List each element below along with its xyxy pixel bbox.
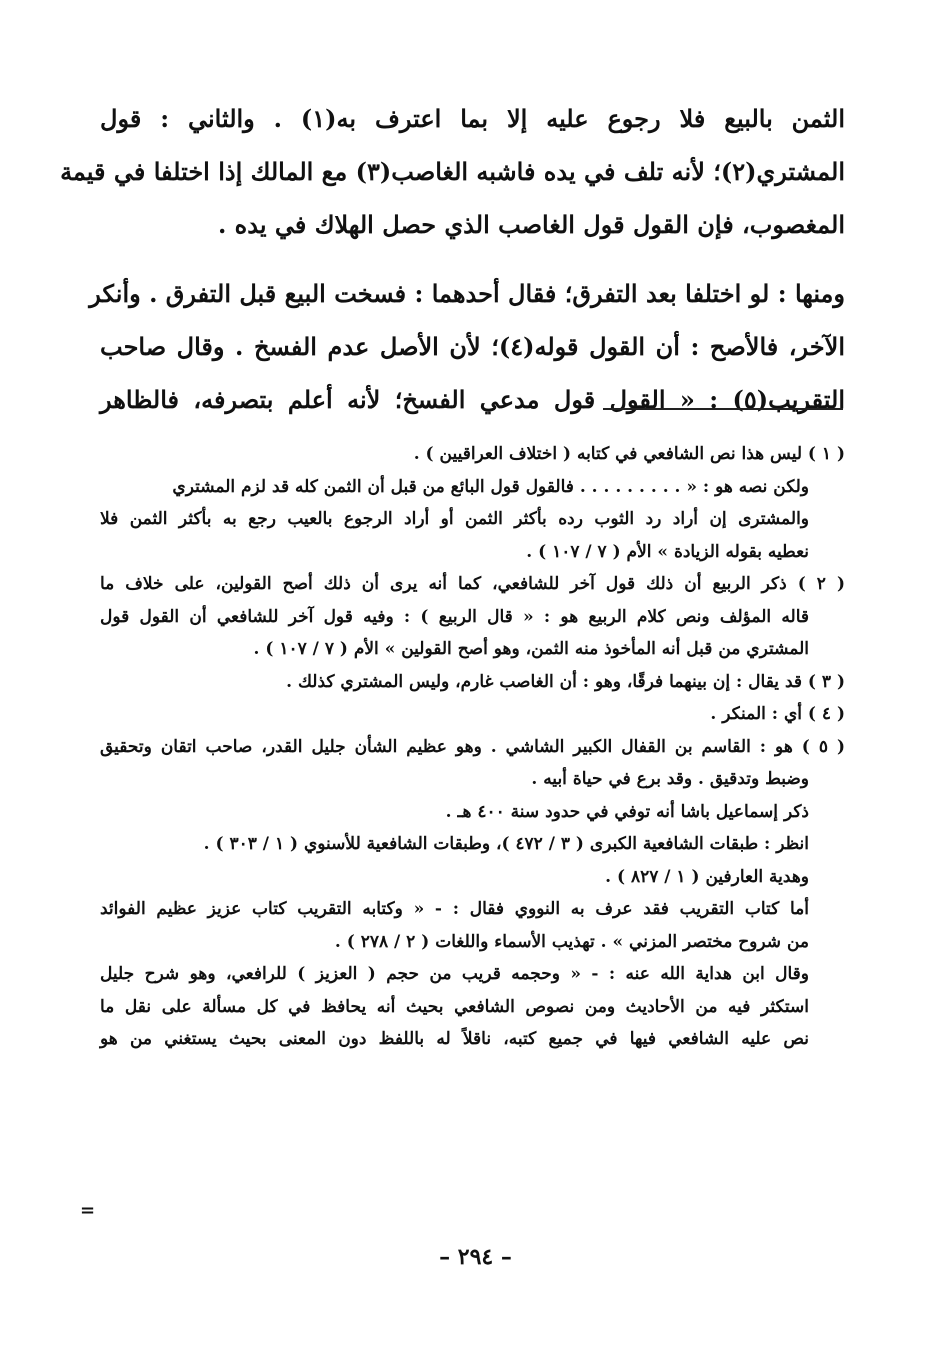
main-line: الثمن بالبيع فلا رجوع عليه إلا بما اعترف به(١) . والثاني : قول bbox=[100, 104, 846, 133]
footnote-line: وضبط وتدقيق . وقد برع في حياة أبيه . bbox=[531, 769, 809, 789]
footnote-line: وقال ابن هداية الله عنه : - « وحجمه قريب من حجم ( العزيز ) للرافعي، وهو شرح جليل bbox=[100, 964, 809, 984]
footnote-line: استكثر فيه من الأحاديث ومن نصوص الشافعي بحيث أنه يحافظ في كل مسألة على نقل ما bbox=[100, 996, 809, 1017]
continuation-mark: = bbox=[80, 1200, 96, 1221]
footnote-line: ( ٤ ) أي : المنكر . bbox=[710, 704, 845, 724]
footnote-line: أما كتاب التقريب فقد عرف به النووي فقال : - « وكتابه التقريب كتاب عزيز عظيم الفوائد bbox=[100, 899, 809, 919]
footnote-line: نعطيه بقوله الزيادة » الأم ( ٧ / ١٠٧ ) . bbox=[526, 541, 809, 562]
main-line: الآخر، فالأصح : أن القول قوله(٤)؛ لأن الأصل عدم الفسخ . وقال صاحب bbox=[100, 332, 845, 361]
footnote-line: ( ١ ) ليس هذا نص الشافعي في كتابه ( اختلاف العراقيين ) . bbox=[413, 444, 845, 464]
footnote-line: انظر : طبقات الشافعية الكبرى ( ٣ / ٤٧٢ )، وطبقات الشافعية للأسنوي ( ١ / ٣٠٣ ) . bbox=[203, 834, 809, 854]
footnote-line: ولكن نصه هو : « . . . . . . . . . فالقول قول البائع من قبل أن الثمن كله قد لزم المشتري bbox=[172, 476, 809, 497]
footnotes bbox=[100, 438, 845, 1056]
page-number: – ٢٩٤ – bbox=[439, 1244, 512, 1270]
main-text bbox=[60, 92, 846, 426]
main-line: المشتري(٢)؛ لأنه تلف في يده فاشبه الغاصب(٣) مع المالك إذا اختلفا في قيمة bbox=[60, 157, 845, 186]
footnote-line: قاله المؤلف ونص كلام الربيع هو : « قال الربيع ) : وفيه قول آخر للشافعي أن القول قول bbox=[100, 606, 809, 627]
main-line: ومنها : لو اختلفا بعد التفرق؛ فقال أحدهما : فسخت البيع قبل التفرق . وأنكر bbox=[89, 279, 845, 308]
main-line: المغصوب، فإن القول قول الغاصب الذي حصل الهلاك في يده . bbox=[217, 210, 845, 239]
footnote-line: ( ٣ ) قد يقال : إن بينهما فرقًا، وهو : أن الغاصب غارم، وليس المشتري كذلك . bbox=[286, 671, 845, 692]
footnote-line: وهدية العارفين ( ١ / ٨٢٧ ) . bbox=[605, 866, 809, 887]
footnote-line: ( ٥ ) هو : القاسم بن القفال الكبير الشاشي . وهو عظيم الشأن جليل القدر، صاحب اتقان وتحقيق bbox=[100, 736, 846, 757]
footnote-line: من شروح مختصر المزني » . تهذيب الأسماء واللغات ( ٢ / ٢٧٨ ) . bbox=[334, 931, 809, 952]
footnote-line: نص عليه الشافعي فيها في جميع كتبه، ناقلاً له باللفظ دون المعنى بحيث يستغني من هو bbox=[100, 1029, 809, 1049]
main-line: التقريب(٥) : « القول قول مدعي الفسخ؛ لأنه أعلم بتصرفه، فالظاهر bbox=[100, 385, 845, 414]
footnote-line: ذكر إسماعيل باشا أنه توفي في حدود سنة ٤٠٠ هـ . bbox=[445, 801, 809, 822]
footnote-line: ( ٢ ) ذكر الربيع أن ذلك قول آخر للشافعي، كما أنه يرى أن ذلك أصح القولين، على خلاف ما bbox=[100, 574, 845, 594]
footnote-separator bbox=[603, 408, 843, 410]
footnote-line: والمشترى إن أراد رد الثوب رده بأكثر الثمن أو أراد الرجوع بالعيب رجع به بأكثر الثمن فلا bbox=[100, 509, 809, 529]
footnote-line: المشتري من قبل أنه المأخوذ منه الثمن، وهو أصح القولين » الأم ( ٧ / ١٠٧ ) . bbox=[253, 639, 809, 659]
